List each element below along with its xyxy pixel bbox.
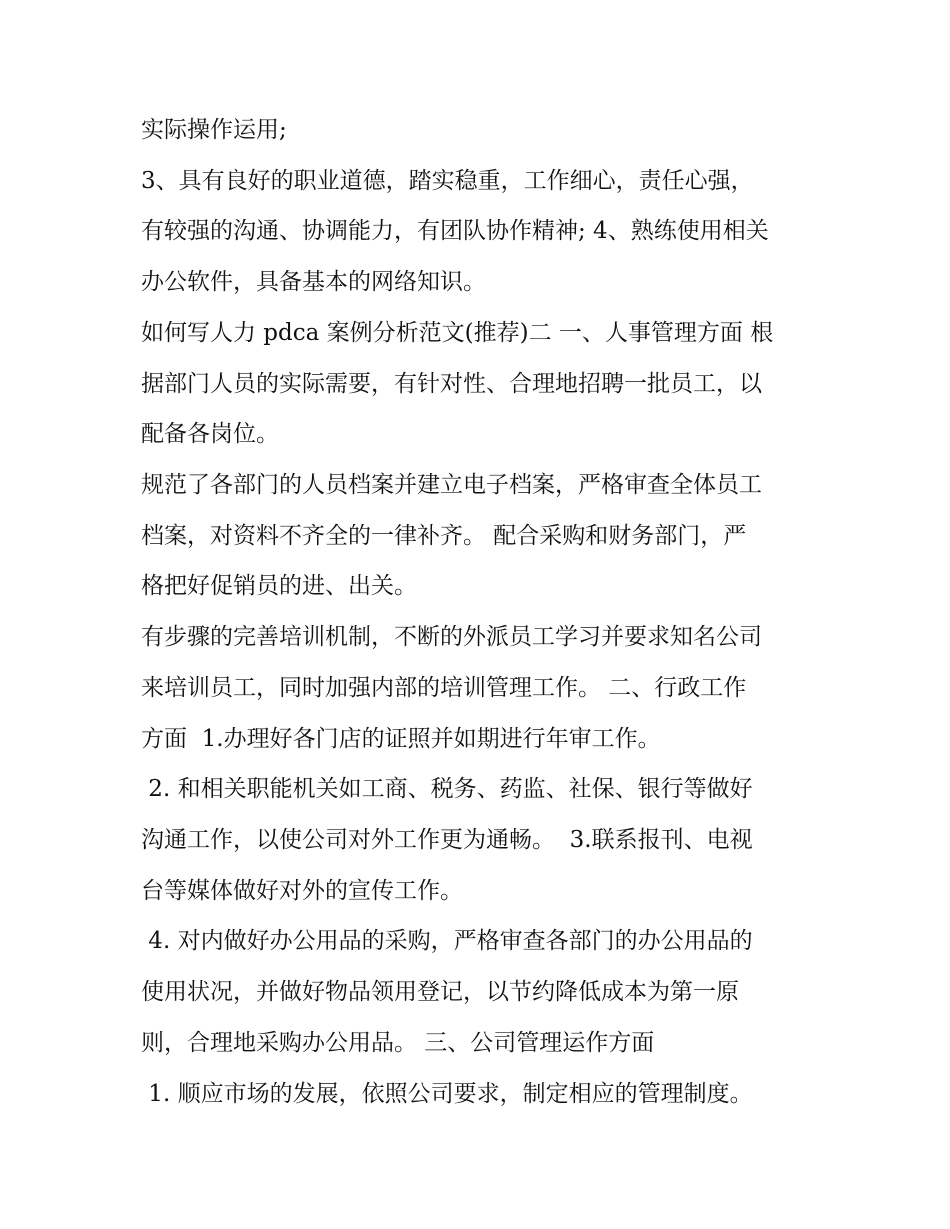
text-line: 规范了各部门的人员档案并建立电子档案，严格审查全体员工 — [141, 472, 762, 498]
text-line: 方面 1.办理好各门店的证照并如期进行年审工作。 — [141, 726, 661, 752]
text-line: 2. 和相关职能机关如工商、税务、药监、社保、银行等做好 — [141, 776, 753, 802]
text-line: 沟通工作，以使公司对外工作更为通畅。 3.联系报刊、电视 — [141, 827, 753, 853]
text-line: 格把好促销员的进、出关。 — [141, 573, 417, 599]
text-line: 实际操作运用; — [141, 117, 287, 143]
text-line: 4. 对内做好办公用品的采购，严格审查各部门的办公用品的 — [141, 928, 753, 954]
text-line: 办公软件，具备基本的网络知识。 — [141, 269, 486, 295]
text-line: 据部门人员的实际需要，有针对性、合理地招聘一批员工，以 — [141, 371, 762, 397]
text-line: 1. 顺应市场的发展，依照公司要求，制定相应的管理制度。 — [141, 1081, 753, 1107]
text-line: 3、具有良好的职业道德，踏实稳重，工作细心，责任心强， — [141, 168, 754, 194]
text-line: 台等媒体做好对外的宣传工作。 — [141, 878, 463, 904]
text-line: 有较强的沟通、协调能力，有团队协作精神; 4、熟练使用相关 — [141, 218, 769, 244]
text-line: 来培训员工，同时加强内部的培训管理工作。 二、行政工作 — [141, 675, 747, 701]
text-line: 如何写人力 pdca 案例分析范文(推荐)二 一、人事管理方面 根 — [141, 320, 774, 346]
text-line: 档案，对资料不齐全的一律补齐。 配合采购和财务部门，严 — [141, 523, 747, 549]
text-line: 有步骤的完善培训机制，不断的外派员工学习并要求知名公司 — [141, 624, 762, 650]
text-line: 使用状况，并做好物品领用登记，以节约降低成本为第一原 — [141, 979, 739, 1005]
text-line: 则，合理地采购办公用品。 三、公司管理运作方面 — [141, 1030, 655, 1056]
text-line: 配备各岗位。 — [141, 421, 279, 447]
